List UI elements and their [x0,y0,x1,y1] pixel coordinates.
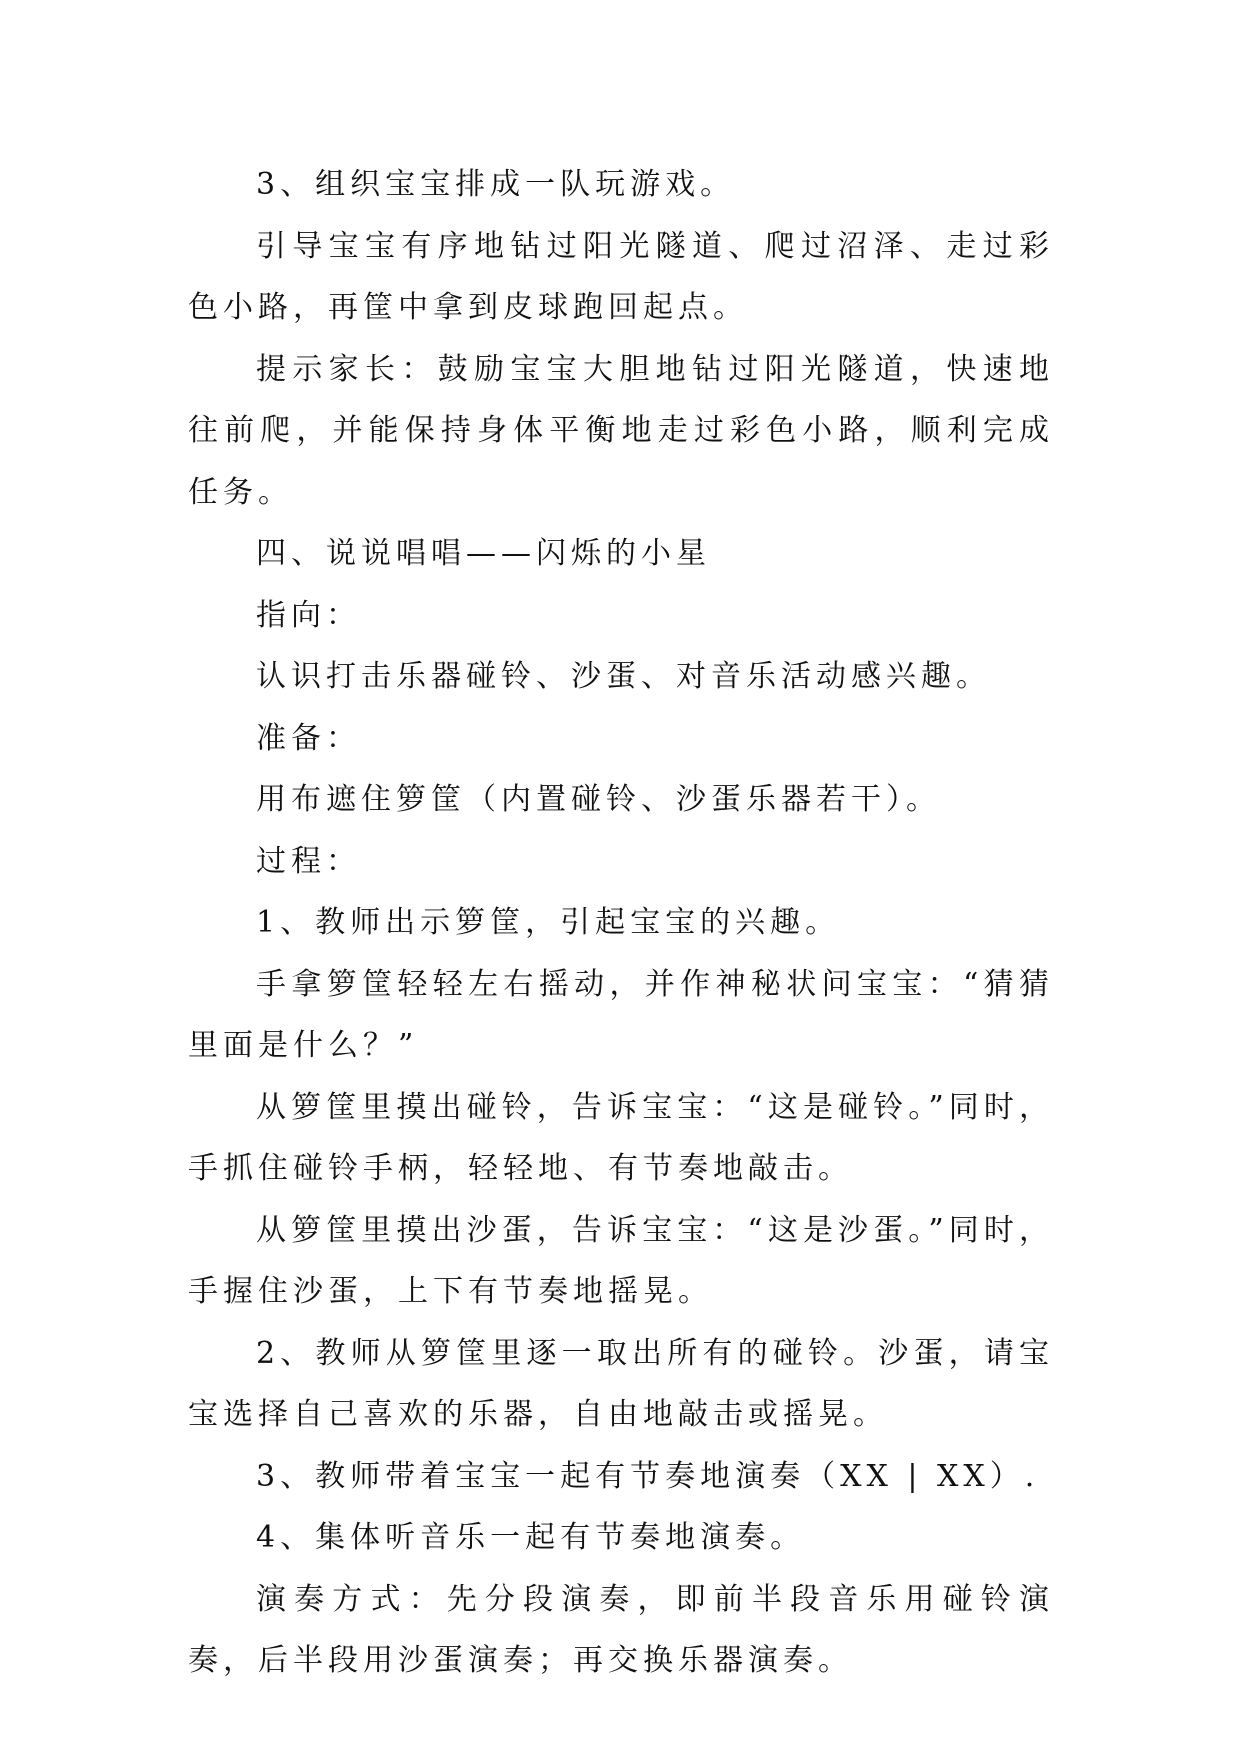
label-process: 过程： [256,843,361,879]
paragraph-process-step-1: 1、教师出示箩筐，引起宝宝的兴趣。 [256,905,841,940]
label-goal: 指向： [256,597,361,633]
paragraph-preparation: 用布遮住箩筐（内置碰铃、沙蛋乐器若干）。 [256,782,941,817]
paragraph-performance-method: 演奏方式：先分段演奏，即前半段音乐用碰铃演奏，后半段用沙蛋演奏；再交换乐器演奏。 [188,1581,1054,1678]
paragraph-sand-egg: 从箩筐里摸出沙蛋，告诉宝宝：“这是沙蛋。”同时，手握住沙蛋，上下有节奏地摇晃。 [188,1212,1054,1309]
paragraph-parent-tip: 提示家长：鼓励宝宝大胆地钻过阳光隧道，快速地往前爬，并能保持身体平衡地走过彩色小路，顺利完成任务。 [188,351,1054,510]
paragraph-bell: 从箩筐里摸出碰铃，告诉宝宝：“这是碰铃。”同时，手抓住碰铃手柄，轻轻地、有节奏地敲击。 [188,1089,1054,1186]
paragraph-process-step-2: 2、教师从箩筐里逐一取出所有的碰铃。沙蛋，请宝宝选择自己喜欢的乐器，自由地敲击或摇晃。 [188,1335,1054,1432]
paragraph-game-step-3: 3、组织宝宝排成一队玩游戏。 [256,167,736,202]
document-page [188,154,1054,1692]
paragraph-shake-basket: 手拿箩筐轻轻左右摇动，并作神秘状问宝宝：“猜猜里面是什么？” [188,966,1054,1063]
paragraph-process-step-3: 3、教师带着宝宝一起有节奏地演奏（XX | XX）. [256,1458,1040,1494]
label-preparation: 准备： [256,720,361,756]
paragraph-process-step-4: 4、集体听音乐一起有节奏地演奏。 [256,1520,806,1555]
section-heading-twinkle-star: 四、说说唱唱——闪烁的小星 [256,536,711,571]
paragraph-goal: 认识打击乐器碰铃、沙蛋、对音乐活动感兴趣。 [256,659,991,694]
paragraph-guide-baby: 引导宝宝有序地钻过阳光隧道、爬过沼泽、走过彩色小路，再筐中拿到皮球跑回起点。 [188,228,1054,325]
